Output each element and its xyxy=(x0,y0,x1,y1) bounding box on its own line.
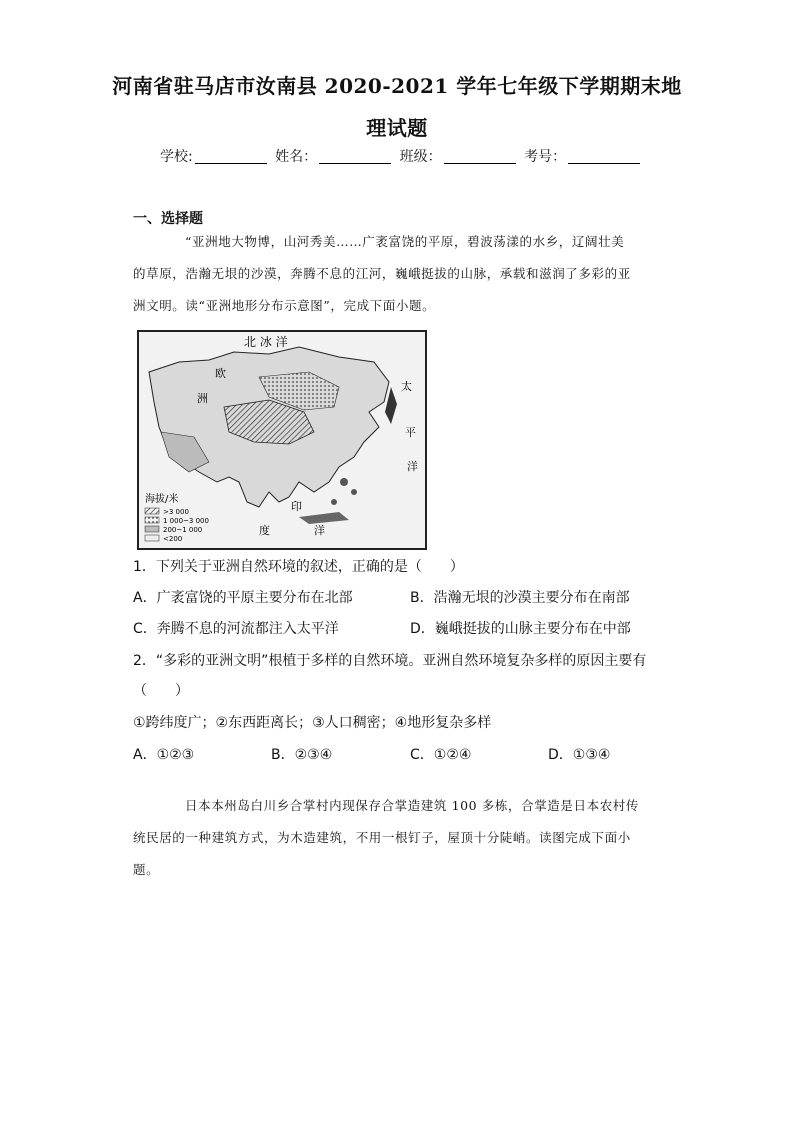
passage-asia-line2: 的草原，浩瀚无垠的沙漠，奔腾不息的江河，巍峨挺拔的山脉，承载和滋润了多彩的亚 xyxy=(133,266,631,281)
legend-item-4: <200 xyxy=(163,535,183,543)
class-label: 班级： xyxy=(399,149,442,165)
label-europe-2: 洲 xyxy=(197,392,208,405)
exam-title-line1: 河南省驻马店市汝南县 2020-2021 学年七年级下学期期末地 xyxy=(112,74,682,98)
asia-map-svg xyxy=(139,332,425,548)
school-label: 学校: xyxy=(160,149,193,165)
class-blank xyxy=(444,149,516,164)
label-europe-1: 欧 xyxy=(215,367,226,380)
passage-japan-line2: 统民居的一种建筑方式，为木造建筑，不用一根钉子，屋顶十分陡峭。读图完成下面小 xyxy=(133,830,631,845)
legend-title: 海拔/米 xyxy=(145,494,179,505)
name-label: 姓名： xyxy=(275,149,318,165)
legend-item-3: 200~1 000 xyxy=(163,526,203,534)
q2-option-d: D．①③④ xyxy=(548,747,611,763)
section-heading: 一、选择题 xyxy=(133,211,203,227)
label-pacific-1: 太 xyxy=(401,380,412,393)
asia-terrain-map xyxy=(137,330,427,550)
passage-asia-line3: 洲文明。读“亚洲地形分布示意图”，完成下面小题。 xyxy=(133,298,436,313)
q2-option-a: A．①②③ xyxy=(133,747,195,763)
passage-asia xyxy=(133,226,663,322)
legend-item-2: 1 000~3 000 xyxy=(163,517,209,525)
label-indian-3: 洋 xyxy=(314,524,325,537)
exam-title-line2: 理试题 xyxy=(366,116,428,140)
label-indian-2: 度 xyxy=(259,524,270,537)
passage-japan-line1: 日本本州岛白川乡合掌村内现保存合掌造建筑 100 多栋，合掌造是日本农村传 xyxy=(185,798,640,813)
exam-number-blank xyxy=(568,149,640,164)
q2-option-b: B．②③④ xyxy=(271,747,333,763)
q1-option-b: B．浩瀚无垠的沙漠主要分布在南部 xyxy=(410,590,630,606)
question-1-stem: 1．下列关于亚洲自然环境的叙述，正确的是（ ） xyxy=(133,559,464,575)
label-indian-1: 印 xyxy=(291,500,302,513)
name-blank xyxy=(319,149,391,164)
school-blank xyxy=(195,149,267,164)
q1-option-d: D．巍峨挺拔的山脉主要分布在中部 xyxy=(410,621,631,637)
passage-japan xyxy=(133,790,663,886)
question-2-stem: 2．“多彩的亚洲文明”根植于多样的自然环境。亚洲自然环境复杂多样的原因主要有 xyxy=(133,653,647,669)
passage-asia-line1: “亚洲地大物博，山河秀美……广袤富饶的平原，碧波荡漾的水乡，辽阔壮美 xyxy=(185,234,625,249)
indonesia-islands xyxy=(299,512,349,524)
question-2-items: ①跨纬度广；②东西距离长；③人口稠密；④地形复杂多样 xyxy=(133,715,492,731)
q1-option-a: A．广袤富饶的平原主要分布在北部 xyxy=(133,590,353,606)
legend-item-1: >3 000 xyxy=(163,508,189,516)
question-2-paren: （ ） xyxy=(133,683,189,699)
q2-option-c: C．①②④ xyxy=(410,747,472,763)
student-info-row xyxy=(160,146,644,166)
label-pacific-2: 平 xyxy=(405,426,416,439)
exam-number-label: 考号： xyxy=(524,149,567,165)
label-arctic-ocean: 北 冰 洋 xyxy=(244,335,288,349)
label-pacific-3: 洋 xyxy=(407,460,418,473)
passage-japan-line3: 题。 xyxy=(133,862,160,877)
q1-option-c: C．奔腾不息的河流都注入太平洋 xyxy=(133,621,339,637)
